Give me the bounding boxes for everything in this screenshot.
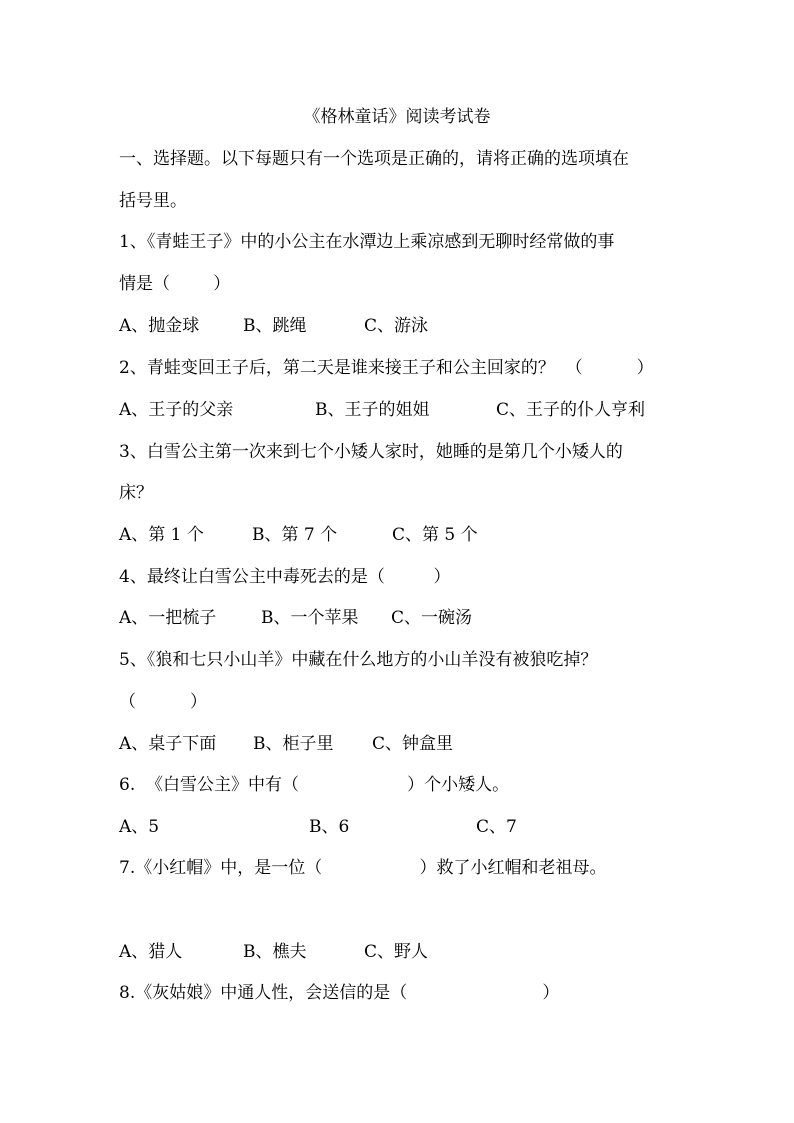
- question-1-line-1: 1、《青蛙王子》中的小公主在水潭边上乘凉感到无聊时经常做的事: [119, 232, 615, 252]
- question-2-line-1: 2、青蛙变回王子后，第二天是谁来接王子和公主回家的？ （ ）: [119, 358, 654, 378]
- question-3-line-2: 床？: [119, 483, 153, 503]
- question-7-option-a: A、猎人: [119, 942, 183, 962]
- question-4-option-c: C、一碗汤: [391, 608, 473, 628]
- page-title: 《格林童话》阅读考试卷: [303, 107, 491, 127]
- question-5-line-2: （ ）: [119, 692, 208, 712]
- question-6-option-c: C、7: [476, 817, 517, 837]
- question-2-option-c: C、王子的仆人亨利: [496, 400, 646, 420]
- question-6-option-b: B、6: [309, 817, 350, 837]
- question-1-option-c: C、游泳: [364, 316, 429, 336]
- question-7-line-1: 7.《小红帽》中，是一位（ ）救了小红帽和老祖母。: [119, 858, 607, 878]
- question-8-line-1: 8.《灰姑娘》中通人性，会送信的是（ ）: [119, 983, 560, 1003]
- question-2-option-a: A、王子的父亲: [119, 400, 234, 420]
- question-7-option-c: C、野人: [364, 942, 429, 962]
- question-1-option-a: A、抛金球: [119, 316, 200, 336]
- question-1-line-2: 情是（ ）: [119, 274, 231, 294]
- question-5-line-1: 5、《狼和七只小山羊》中藏在什么地方的小山羊没有被狼吃掉？: [119, 650, 598, 670]
- question-1-option-b: B、跳绳: [243, 316, 307, 336]
- question-3-option-b: B、第 7 个: [252, 525, 338, 545]
- question-6-line-1: 6. 《白雪公主》中有（ ）个小矮人。: [119, 775, 510, 795]
- question-5-option-a: A、桌子下面: [119, 734, 217, 754]
- question-6-option-a: A、5: [119, 817, 160, 837]
- section-heading-line-1: 一、选择题。以下每题只有一个选项是正确的，请将正确的选项填在: [119, 149, 629, 169]
- question-4-option-a: A、一把梳子: [119, 608, 217, 628]
- question-3-option-a: A、第 1 个: [119, 525, 204, 545]
- question-4-option-b: B、一个苹果: [261, 608, 359, 628]
- question-4-line-1: 4、最终让白雪公主中毒死去的是（ ）: [119, 567, 451, 587]
- question-7-option-b: B、樵夫: [243, 942, 307, 962]
- question-2-option-b: B、王子的姐姐: [315, 400, 430, 420]
- question-3-line-1: 3、白雪公主第一次来到七个小矮人家时，她睡的是第几个小矮人的: [119, 442, 623, 462]
- question-3-option-c: C、第 5 个: [392, 525, 478, 545]
- question-5-option-b: B、柜子里: [253, 734, 334, 754]
- section-heading-line-2: 括号里。: [119, 191, 187, 211]
- question-5-option-c: C、钟盒里: [372, 734, 454, 754]
